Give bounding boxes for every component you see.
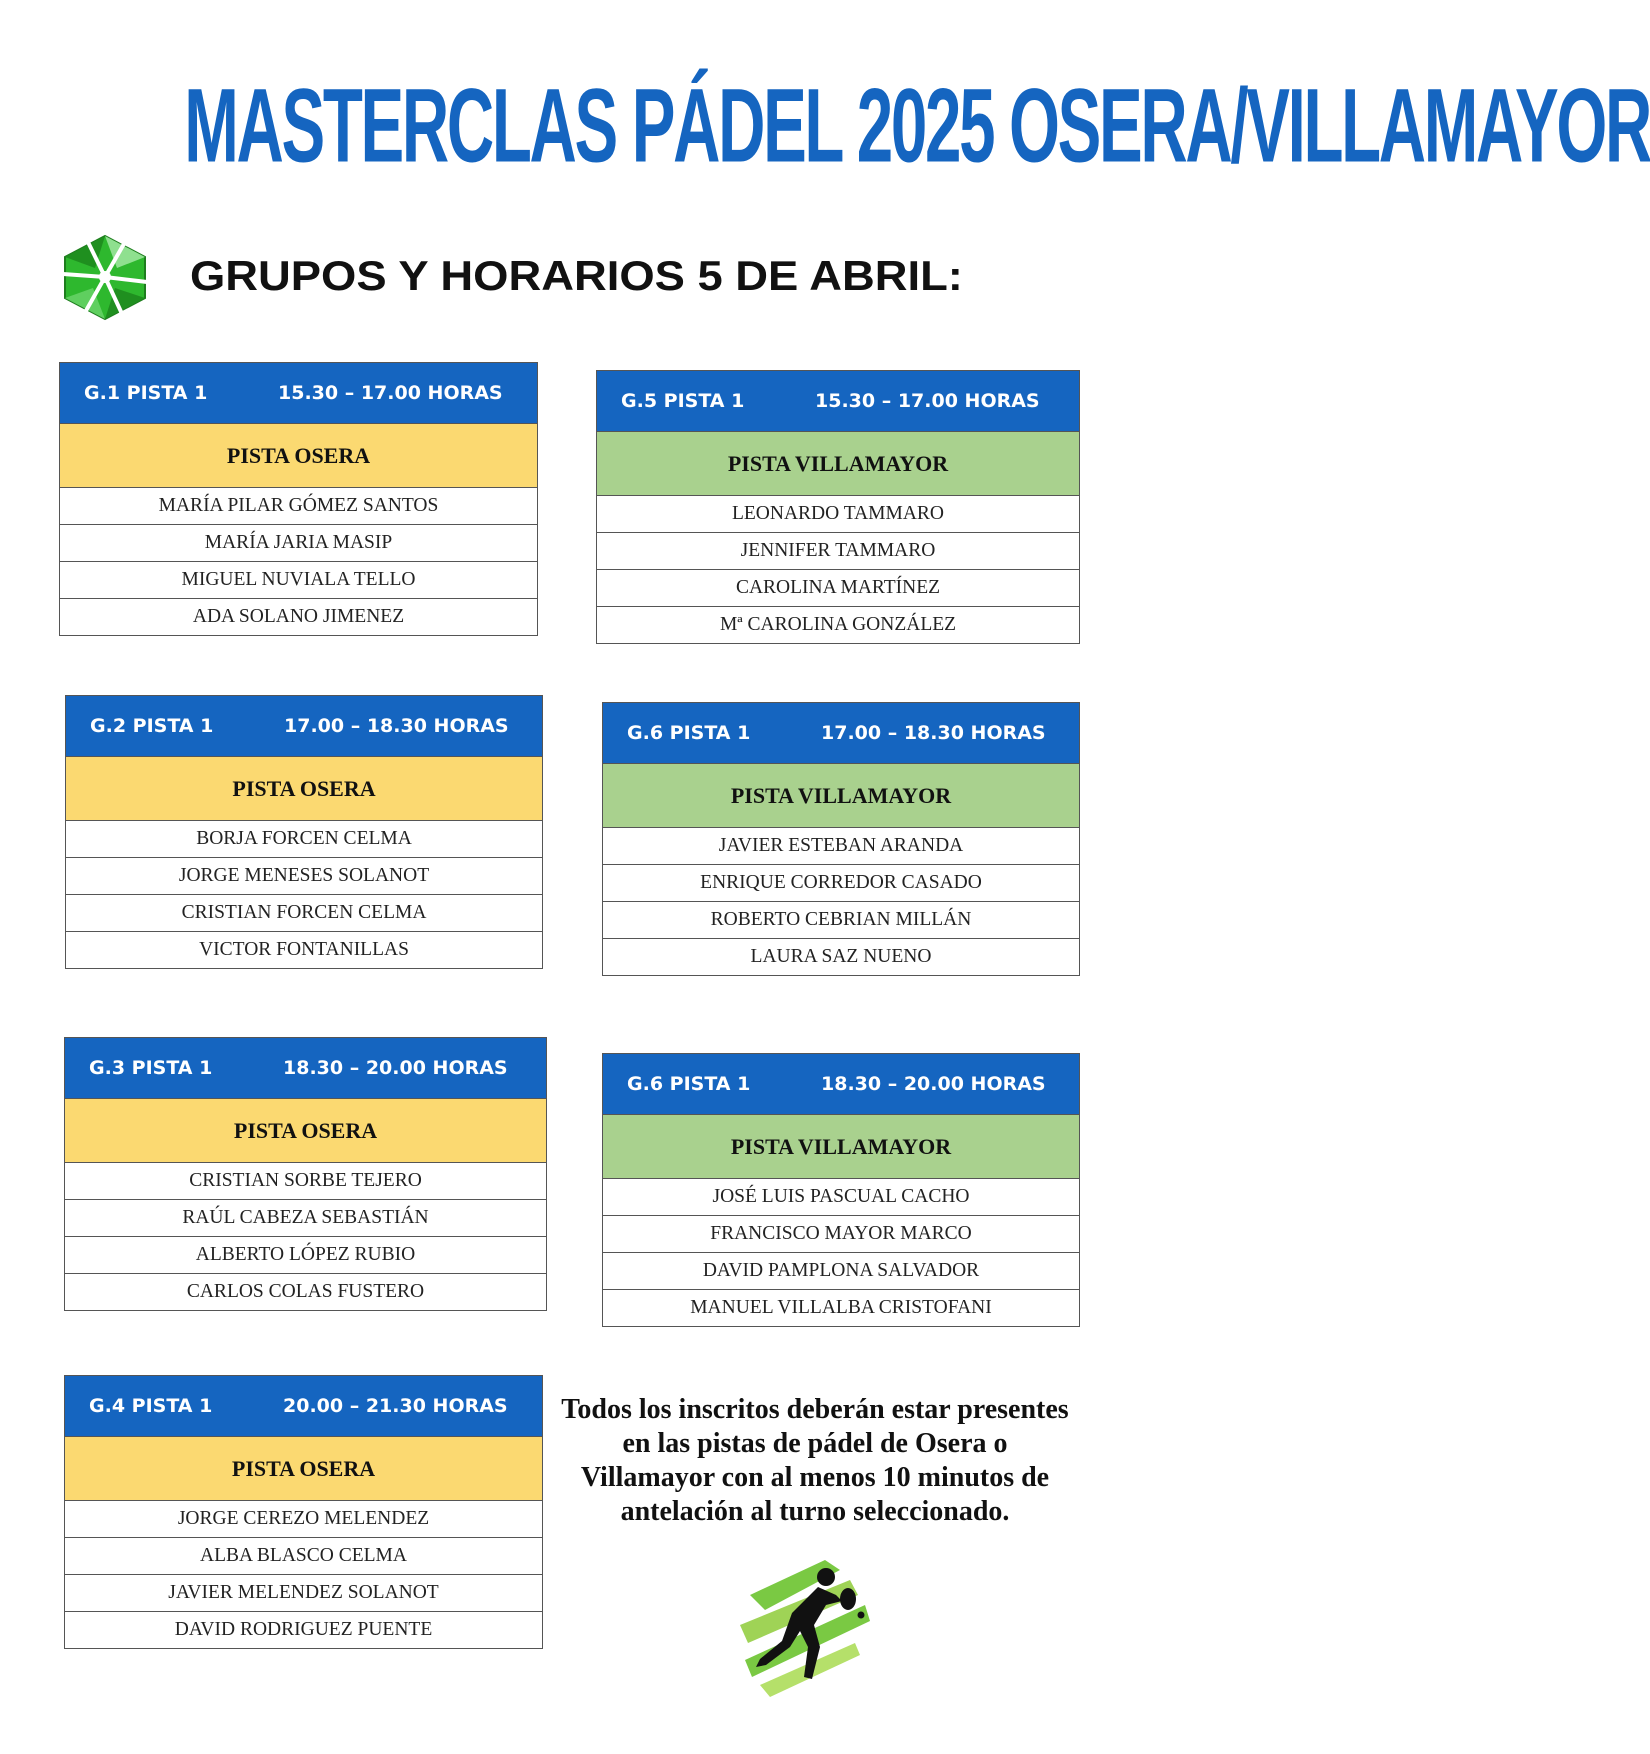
group-card-g6-a bbox=[602, 702, 1080, 976]
page-title: MASTERCLAS PÁDEL 2025 OSERA/VILLAMAYOR bbox=[184, 66, 1650, 184]
group-header bbox=[603, 1054, 1079, 1114]
group-header bbox=[65, 1038, 546, 1098]
player-row: MARÍA PILAR GÓMEZ SANTOS bbox=[60, 487, 537, 524]
group-label: G.5 PISTA 1 bbox=[621, 390, 745, 412]
player-row: JENNIFER TAMMARO bbox=[597, 532, 1079, 569]
player-row: FRANCISCO MAYOR MARCO bbox=[603, 1215, 1079, 1252]
group-header bbox=[66, 696, 542, 756]
venue-label: PISTA VILLAMAYOR bbox=[603, 763, 1079, 827]
player-row: LAURA SAZ NUENO bbox=[603, 938, 1079, 975]
player-row: CAROLINA MARTÍNEZ bbox=[597, 569, 1079, 606]
group-card-g6-b bbox=[602, 1053, 1080, 1327]
group-time: 18.30 – 20.00 HORAS bbox=[821, 1073, 1046, 1095]
player-row: ADA SOLANO JIMENEZ bbox=[60, 598, 537, 635]
player-row: ROBERTO CEBRIAN MILLÁN bbox=[603, 901, 1079, 938]
player-row: JAVIER MELENDEZ SOLANOT bbox=[65, 1574, 542, 1611]
attendance-notice: Todos los inscritos deberán estar presentes en las pistas de pádel de Osera o Villamayor con al menos 10 minutos de antelación al turno seleccionado. bbox=[561, 1394, 1069, 1527]
group-card-g5 bbox=[596, 370, 1080, 644]
venue-label: PISTA VILLAMAYOR bbox=[603, 1114, 1079, 1178]
player-row: MANUEL VILLALBA CRISTOFANI bbox=[603, 1289, 1079, 1326]
group-time: 17.00 – 18.30 HORAS bbox=[284, 715, 509, 737]
group-time: 17.00 – 18.30 HORAS bbox=[821, 722, 1046, 744]
venue-label: PISTA OSERA bbox=[66, 756, 542, 820]
group-header bbox=[60, 363, 537, 423]
player-row: DAVID PAMPLONA SALVADOR bbox=[603, 1252, 1079, 1289]
player-row: LEONARDO TAMMARO bbox=[597, 495, 1079, 532]
player-row: ALBERTO LÓPEZ RUBIO bbox=[65, 1236, 546, 1273]
group-time: 18.30 – 20.00 HORAS bbox=[283, 1057, 508, 1079]
player-row: CRISTIAN SORBE TEJERO bbox=[65, 1162, 546, 1199]
venue-label: PISTA OSERA bbox=[65, 1436, 542, 1500]
player-row: VICTOR FONTANILLAS bbox=[66, 931, 542, 968]
player-row: CRISTIAN FORCEN CELMA bbox=[66, 894, 542, 931]
player-row: Mª CAROLINA GONZÁLEZ bbox=[597, 606, 1079, 643]
player-row: ALBA BLASCO CELMA bbox=[65, 1537, 542, 1574]
group-card-g3 bbox=[64, 1037, 547, 1311]
padel-player-silhouette-icon bbox=[730, 1555, 880, 1700]
group-label: G.6 PISTA 1 bbox=[627, 722, 751, 744]
group-time: 20.00 – 21.30 HORAS bbox=[283, 1395, 508, 1417]
group-header bbox=[603, 703, 1079, 763]
player-row: JAVIER ESTEBAN ARANDA bbox=[603, 827, 1079, 864]
group-header bbox=[597, 371, 1079, 431]
venue-label: PISTA OSERA bbox=[65, 1098, 546, 1162]
player-row: ENRIQUE CORREDOR CASADO bbox=[603, 864, 1079, 901]
group-time: 15.30 – 17.00 HORAS bbox=[815, 390, 1040, 412]
group-card-g2 bbox=[65, 695, 543, 969]
player-row: MIGUEL NUVIALA TELLO bbox=[60, 561, 537, 598]
player-row: BORJA FORCEN CELMA bbox=[66, 820, 542, 857]
player-row: JOSÉ LUIS PASCUAL CACHO bbox=[603, 1178, 1079, 1215]
player-row: DAVID RODRIGUEZ PUENTE bbox=[65, 1611, 542, 1648]
player-row: MARÍA JARIA MASIP bbox=[60, 524, 537, 561]
venue-label: PISTA OSERA bbox=[60, 423, 537, 487]
player-row: CARLOS COLAS FUSTERO bbox=[65, 1273, 546, 1310]
group-label: G.6 PISTA 1 bbox=[627, 1073, 751, 1095]
group-card-g1 bbox=[59, 362, 538, 636]
player-row: JORGE MENESES SOLANOT bbox=[66, 857, 542, 894]
player-row: JORGE CEREZO MELENDEZ bbox=[65, 1500, 542, 1537]
group-label: G.4 PISTA 1 bbox=[89, 1395, 213, 1417]
group-label: G.2 PISTA 1 bbox=[90, 715, 214, 737]
group-header bbox=[65, 1376, 542, 1436]
group-time: 15.30 – 17.00 HORAS bbox=[278, 382, 503, 404]
green-hexagon-star-logo-icon bbox=[55, 232, 155, 322]
group-card-g4 bbox=[64, 1375, 543, 1649]
section-subtitle: GRUPOS Y HORARIOS 5 DE ABRIL: bbox=[190, 252, 963, 299]
group-label: G.1 PISTA 1 bbox=[84, 382, 208, 404]
player-row: RAÚL CABEZA SEBASTIÁN bbox=[65, 1199, 546, 1236]
venue-label: PISTA VILLAMAYOR bbox=[597, 431, 1079, 495]
group-label: G.3 PISTA 1 bbox=[89, 1057, 213, 1079]
